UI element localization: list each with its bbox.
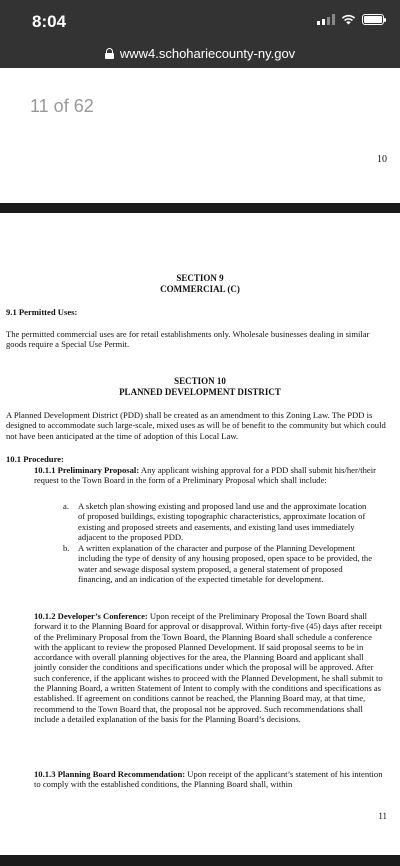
previous-page xyxy=(0,68,400,203)
page-indicator: 11 of 62 xyxy=(30,96,94,116)
item-a-marker: a. xyxy=(63,501,69,511)
developers-conference-paragraph xyxy=(34,611,384,724)
permitted-uses-heading: 9.1 Permitted Uses: xyxy=(6,307,78,317)
section-10-subtitle: PLANNED DEVELOPMENT DISTRICT xyxy=(119,387,281,397)
status-bar xyxy=(0,0,400,38)
planning-board-recommendation-heading: 10.1.3 Planning Board Recommendation: xyxy=(34,769,186,779)
preliminary-proposal-paragraph xyxy=(34,465,388,486)
cellular-signal-icon xyxy=(317,14,335,25)
planning-board-recommendation-paragraph xyxy=(34,769,388,790)
status-time: 8:04 xyxy=(32,12,67,31)
section-10-title: SECTION 10 xyxy=(174,376,226,386)
item-b-text: A written explanation of the character and purpose of the Planning Development including the type of density of any housing proposed, open space to be provided, the water and sewage disposal system proposed, a general statement of proposed financing, and an indication of the expected timetable for development. xyxy=(78,543,373,584)
lock-icon xyxy=(105,48,114,59)
section-9-subtitle: COMMERCIAL (C) xyxy=(160,284,240,294)
page-number: 11 xyxy=(378,811,387,821)
address-bar[interactable] xyxy=(0,38,400,68)
page-divider-bottom xyxy=(0,855,400,866)
page-divider xyxy=(0,203,400,213)
preliminary-proposal-heading: 10.1.1 Preliminary Proposal: xyxy=(34,465,140,475)
wifi-icon xyxy=(341,14,356,25)
status-icons xyxy=(317,14,384,25)
item-a-text: A sketch plan showing existing and proposed land use and the approximate location of proposed buildings, existing topographic characteristics, approximate location of existing and proposed streets and easements, and existing land uses immediately adjacent to the proposed PDD. xyxy=(78,501,367,542)
developers-conference-text: Upon receipt of the Preliminary Proposal the Town Board shall forward it to the Planning Board for approval or disapproval. Within forty-five (45) days after receipt of the Preliminary Proposal from the Town Board, the Planning Board shall schedule a conference with the applicant to review the proposed Planned Development. If said proposal seems to be in accordance with overall planning objectives for the area, the Planning Board and applicant shall jointly consider the conditions and specifications under which the proposal will be approved. After such conference, if the applicant wishes to proceed with the Planned Development, he shall submit to the Planning Board, a written Statement of Intent to comply with the conditions and specifications as established. If agreement on conditions cannot be reached, the Planning Board may, at that time, recommend to the Town Board that, the proposal not be approved. Such recommendations shall include a detailed explanation of the basis for the Planning Board’s decisions. xyxy=(34,611,383,724)
document-page xyxy=(0,213,400,855)
section-9-title: SECTION 9 xyxy=(176,273,224,283)
developers-conference-heading: 10.1.2 Developer’s Conference: xyxy=(34,611,148,621)
permitted-uses-text: The permitted commercial uses are for retail establishments only. Wholesale businesses dealing in similar goods require a Special Use Permit. xyxy=(6,329,370,350)
preliminary-proposal-text: Any applicant wishing approval for a PDD shall submit his/her/their request to the Town Board in the form of a Preliminary Proposal which shall include: xyxy=(34,465,376,486)
item-b-marker: b. xyxy=(63,543,70,553)
procedure-heading: 10.1 Procedure: xyxy=(6,454,64,464)
battery-icon xyxy=(362,14,384,25)
page-number: 10 xyxy=(377,154,387,165)
planning-board-recommendation-text: Upon receipt of the applicant’s statement of his intention to comply with the established conditions, the Planning Board shall, within xyxy=(34,769,383,790)
pdd-intro-text: A Planned Development District (PDD) shall be created as an amendment to this Zoning Law. The PDD is designed to accommodate such large-scale, mixed uses as will be of benefit to the community but which could not have been anticipated at the time of adoption of this Local Law. xyxy=(6,410,386,441)
url-text: www4.schohariecounty-ny.gov xyxy=(119,45,296,61)
